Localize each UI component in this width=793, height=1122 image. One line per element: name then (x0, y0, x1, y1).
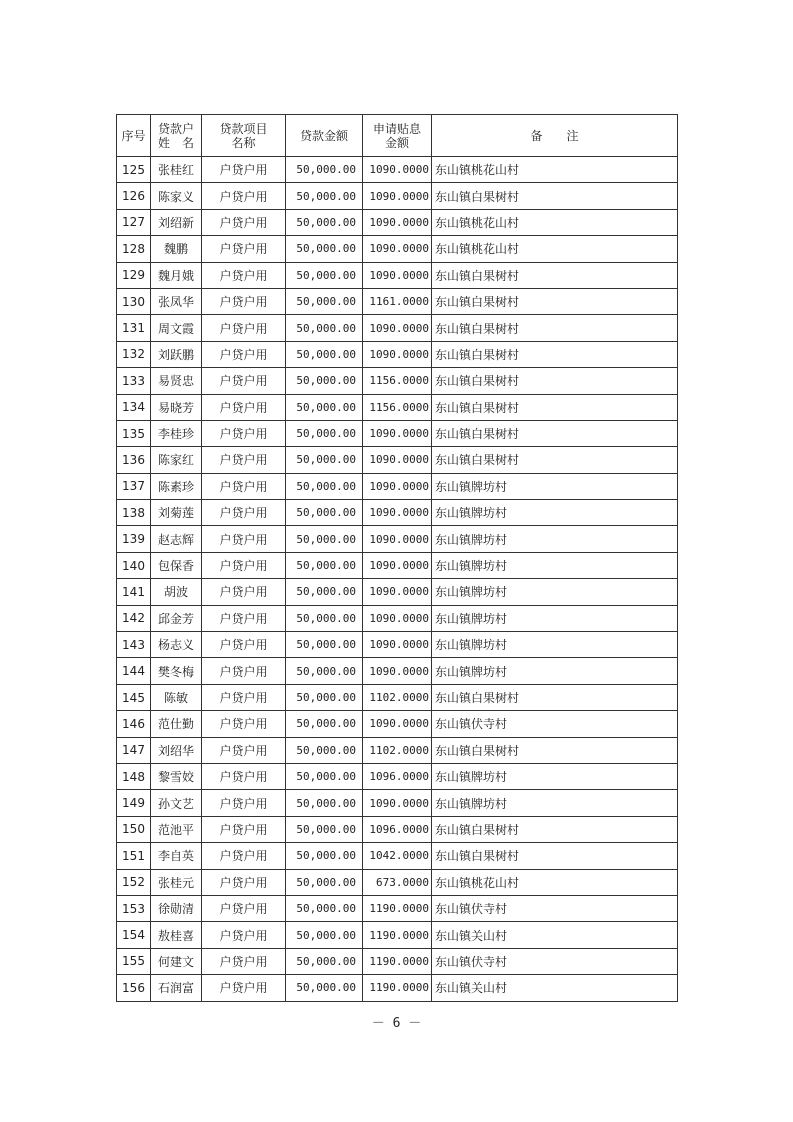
cell-borrower-name: 李自英 (151, 843, 202, 869)
cell-note: 东山镇牌坊村 (432, 763, 678, 789)
table-row (117, 262, 678, 288)
header-amount: 贷款金额 (286, 115, 363, 157)
cell-borrower-name: 赵志辉 (151, 526, 202, 552)
cell-project: 户贷户用 (202, 209, 286, 235)
cell-note: 东山镇桃花山村 (432, 209, 678, 235)
cell-subsidy-amount: 1096.0000 (363, 816, 432, 842)
table-row (117, 368, 678, 394)
cell-no: 149 (117, 790, 151, 816)
cell-borrower-name: 徐勋清 (151, 895, 202, 921)
cell-loan-amount: 50,000.00 (286, 869, 363, 895)
table-row (117, 552, 678, 578)
table-row (117, 526, 678, 552)
cell-project: 户贷户用 (202, 315, 286, 341)
table-row (117, 394, 678, 420)
cell-loan-amount: 50,000.00 (286, 632, 363, 658)
cell-note: 东山镇白果树村 (432, 447, 678, 473)
table-row (117, 288, 678, 314)
cell-subsidy-amount: 1090.0000 (363, 552, 432, 578)
cell-borrower-name: 黎雪姣 (151, 763, 202, 789)
cell-loan-amount: 50,000.00 (286, 658, 363, 684)
cell-note: 东山镇伏寺村 (432, 895, 678, 921)
cell-borrower-name: 张凤华 (151, 288, 202, 314)
table-row (117, 447, 678, 473)
header-borrower (151, 115, 202, 157)
table-row (117, 975, 678, 1001)
cell-note: 东山镇白果树村 (432, 737, 678, 763)
cell-subsidy-amount: 1090.0000 (363, 605, 432, 631)
cell-loan-amount: 50,000.00 (286, 975, 363, 1001)
cell-note: 东山镇白果树村 (432, 816, 678, 842)
table-body (117, 157, 678, 1002)
cell-project: 户贷户用 (202, 658, 286, 684)
cell-no: 147 (117, 737, 151, 763)
cell-borrower-name: 张桂红 (151, 157, 202, 183)
cell-borrower-name: 易晓芳 (151, 394, 202, 420)
cell-no: 151 (117, 843, 151, 869)
cell-borrower-name: 陈敏 (151, 684, 202, 710)
table-row (117, 790, 678, 816)
cell-project: 户贷户用 (202, 684, 286, 710)
cell-loan-amount: 50,000.00 (286, 183, 363, 209)
cell-project: 户贷户用 (202, 500, 286, 526)
cell-note: 东山镇桃花山村 (432, 236, 678, 262)
cell-note: 东山镇白果树村 (432, 262, 678, 288)
header-subsidy-line1: 申请贴息 (372, 121, 421, 136)
cell-note: 东山镇伏寺村 (432, 711, 678, 737)
cell-loan-amount: 50,000.00 (286, 790, 363, 816)
cell-project: 户贷户用 (202, 552, 286, 578)
cell-no: 153 (117, 895, 151, 921)
cell-borrower-name: 陈家义 (151, 183, 202, 209)
cell-loan-amount: 50,000.00 (286, 420, 363, 446)
cell-no: 145 (117, 684, 151, 710)
cell-borrower-name: 刘绍华 (151, 737, 202, 763)
cell-project: 户贷户用 (202, 236, 286, 262)
table-row (117, 236, 678, 262)
cell-project: 户贷户用 (202, 790, 286, 816)
cell-borrower-name: 范池平 (151, 816, 202, 842)
cell-note: 东山镇白果树村 (432, 315, 678, 341)
cell-loan-amount: 50,000.00 (286, 895, 363, 921)
table-row (117, 500, 678, 526)
cell-no: 148 (117, 763, 151, 789)
cell-no: 141 (117, 579, 151, 605)
cell-no: 129 (117, 262, 151, 288)
cell-borrower-name: 李桂珍 (151, 420, 202, 446)
cell-loan-amount: 50,000.00 (286, 737, 363, 763)
cell-note: 东山镇白果树村 (432, 288, 678, 314)
cell-subsidy-amount: 1190.0000 (363, 895, 432, 921)
cell-no: 125 (117, 157, 151, 183)
cell-no: 130 (117, 288, 151, 314)
cell-borrower-name: 何建文 (151, 948, 202, 974)
cell-borrower-name: 胡波 (151, 579, 202, 605)
cell-subsidy-amount: 1090.0000 (363, 420, 432, 446)
cell-note: 东山镇关山村 (432, 975, 678, 1001)
cell-borrower-name: 陈素珍 (151, 473, 202, 499)
cell-note: 东山镇牌坊村 (432, 579, 678, 605)
table-row (117, 843, 678, 869)
cell-project: 户贷户用 (202, 605, 286, 631)
cell-loan-amount: 50,000.00 (286, 262, 363, 288)
cell-borrower-name: 魏月娥 (151, 262, 202, 288)
cell-loan-amount: 50,000.00 (286, 500, 363, 526)
cell-no: 143 (117, 632, 151, 658)
table-row (117, 605, 678, 631)
cell-no: 154 (117, 922, 151, 948)
cell-loan-amount: 50,000.00 (286, 579, 363, 605)
cell-subsidy-amount: 1090.0000 (363, 183, 432, 209)
cell-no: 155 (117, 948, 151, 974)
page-number: － 6 － (371, 1016, 422, 1031)
cell-note: 东山镇白果树村 (432, 684, 678, 710)
table-row (117, 632, 678, 658)
header-project-line2: 名称 (231, 135, 256, 150)
cell-subsidy-amount: 1090.0000 (363, 579, 432, 605)
cell-note: 东山镇白果树村 (432, 843, 678, 869)
cell-project: 户贷户用 (202, 394, 286, 420)
table-row (117, 711, 678, 737)
header-borrower-line1: 贷款户 (157, 121, 194, 136)
cell-no: 144 (117, 658, 151, 684)
cell-note: 东山镇牌坊村 (432, 632, 678, 658)
cell-loan-amount: 50,000.00 (286, 552, 363, 578)
cell-subsidy-amount: 1090.0000 (363, 500, 432, 526)
cell-loan-amount: 50,000.00 (286, 763, 363, 789)
table-row (117, 895, 678, 921)
cell-loan-amount: 50,000.00 (286, 341, 363, 367)
cell-borrower-name: 刘跃鹏 (151, 341, 202, 367)
cell-project: 户贷户用 (202, 447, 286, 473)
cell-note: 东山镇白果树村 (432, 420, 678, 446)
cell-project: 户贷户用 (202, 843, 286, 869)
cell-no: 135 (117, 420, 151, 446)
cell-project: 户贷户用 (202, 183, 286, 209)
cell-project: 户贷户用 (202, 763, 286, 789)
cell-note: 东山镇桃花山村 (432, 869, 678, 895)
table-row (117, 183, 678, 209)
cell-subsidy-amount: 1090.0000 (363, 315, 432, 341)
cell-subsidy-amount: 1102.0000 (363, 684, 432, 710)
cell-project: 户贷户用 (202, 948, 286, 974)
header-subsidy (363, 115, 432, 157)
cell-subsidy-amount: 1090.0000 (363, 236, 432, 262)
cell-project: 户贷户用 (202, 473, 286, 499)
table-row (117, 737, 678, 763)
table-row (117, 922, 678, 948)
cell-no: 152 (117, 869, 151, 895)
cell-project: 户贷户用 (202, 341, 286, 367)
table-row (117, 315, 678, 341)
cell-subsidy-amount: 1090.0000 (363, 711, 432, 737)
cell-loan-amount: 50,000.00 (286, 843, 363, 869)
cell-loan-amount: 50,000.00 (286, 684, 363, 710)
cell-subsidy-amount: 1042.0000 (363, 843, 432, 869)
cell-borrower-name: 刘菊莲 (151, 500, 202, 526)
cell-loan-amount: 50,000.00 (286, 447, 363, 473)
table-row (117, 341, 678, 367)
cell-no: 137 (117, 473, 151, 499)
cell-project: 户贷户用 (202, 869, 286, 895)
cell-subsidy-amount: 1090.0000 (363, 632, 432, 658)
cell-note: 东山镇牌坊村 (432, 552, 678, 578)
cell-subsidy-amount: 1102.0000 (363, 737, 432, 763)
cell-loan-amount: 50,000.00 (286, 288, 363, 314)
cell-borrower-name: 魏鹏 (151, 236, 202, 262)
header-borrower-line2: 姓 名 (157, 135, 194, 150)
cell-borrower-name: 敖桂喜 (151, 922, 202, 948)
cell-no: 136 (117, 447, 151, 473)
cell-no: 142 (117, 605, 151, 631)
cell-loan-amount: 50,000.00 (286, 922, 363, 948)
cell-subsidy-amount: 1090.0000 (363, 157, 432, 183)
cell-loan-amount: 50,000.00 (286, 605, 363, 631)
cell-note: 东山镇牌坊村 (432, 526, 678, 552)
table-row (117, 209, 678, 235)
cell-project: 户贷户用 (202, 895, 286, 921)
cell-subsidy-amount: 673.0000 (363, 869, 432, 895)
cell-loan-amount: 50,000.00 (286, 236, 363, 262)
cell-subsidy-amount: 1161.0000 (363, 288, 432, 314)
cell-project: 户贷户用 (202, 368, 286, 394)
cell-no: 132 (117, 341, 151, 367)
cell-note: 东山镇白果树村 (432, 183, 678, 209)
cell-subsidy-amount: 1190.0000 (363, 975, 432, 1001)
header-project (202, 115, 286, 157)
cell-borrower-name: 易贤忠 (151, 368, 202, 394)
cell-no: 131 (117, 315, 151, 341)
cell-loan-amount: 50,000.00 (286, 394, 363, 420)
cell-loan-amount: 50,000.00 (286, 315, 363, 341)
table-row (117, 816, 678, 842)
cell-no: 139 (117, 526, 151, 552)
cell-note: 东山镇伏寺村 (432, 948, 678, 974)
cell-borrower-name: 杨志义 (151, 632, 202, 658)
cell-subsidy-amount: 1190.0000 (363, 948, 432, 974)
cell-loan-amount: 50,000.00 (286, 711, 363, 737)
cell-subsidy-amount: 1090.0000 (363, 658, 432, 684)
cell-borrower-name: 陈家红 (151, 447, 202, 473)
cell-note: 东山镇关山村 (432, 922, 678, 948)
cell-note: 东山镇牌坊村 (432, 790, 678, 816)
cell-no: 133 (117, 368, 151, 394)
cell-subsidy-amount: 1090.0000 (363, 341, 432, 367)
cell-borrower-name: 邱金芳 (151, 605, 202, 631)
cell-borrower-name: 包保香 (151, 552, 202, 578)
cell-note: 东山镇牌坊村 (432, 658, 678, 684)
cell-subsidy-amount: 1090.0000 (363, 526, 432, 552)
cell-project: 户贷户用 (202, 922, 286, 948)
cell-project: 户贷户用 (202, 526, 286, 552)
table-row (117, 473, 678, 499)
cell-project: 户贷户用 (202, 975, 286, 1001)
cell-note: 东山镇牌坊村 (432, 473, 678, 499)
cell-project: 户贷户用 (202, 157, 286, 183)
table-row (117, 869, 678, 895)
table-header-row (117, 115, 678, 157)
cell-loan-amount: 50,000.00 (286, 368, 363, 394)
cell-borrower-name: 范仕勤 (151, 711, 202, 737)
cell-loan-amount: 50,000.00 (286, 473, 363, 499)
cell-borrower-name: 石润富 (151, 975, 202, 1001)
table-row (117, 579, 678, 605)
cell-no: 156 (117, 975, 151, 1001)
header-project-line1: 贷款项目 (219, 121, 268, 136)
cell-note: 东山镇桃花山村 (432, 157, 678, 183)
cell-subsidy-amount: 1090.0000 (363, 790, 432, 816)
cell-loan-amount: 50,000.00 (286, 948, 363, 974)
cell-no: 150 (117, 816, 151, 842)
header-no: 序号 (117, 115, 151, 157)
cell-loan-amount: 50,000.00 (286, 526, 363, 552)
cell-subsidy-amount: 1156.0000 (363, 394, 432, 420)
table-row (117, 948, 678, 974)
cell-project: 户贷户用 (202, 737, 286, 763)
cell-project: 户贷户用 (202, 632, 286, 658)
cell-borrower-name: 樊冬梅 (151, 658, 202, 684)
cell-project: 户贷户用 (202, 711, 286, 737)
table-row (117, 684, 678, 710)
cell-no: 134 (117, 394, 151, 420)
table-row (117, 763, 678, 789)
cell-borrower-name: 张桂元 (151, 869, 202, 895)
cell-subsidy-amount: 1090.0000 (363, 262, 432, 288)
cell-borrower-name: 刘绍新 (151, 209, 202, 235)
cell-subsidy-amount: 1190.0000 (363, 922, 432, 948)
header-subsidy-line2: 金额 (384, 135, 409, 150)
cell-project: 户贷户用 (202, 262, 286, 288)
cell-note: 东山镇白果树村 (432, 341, 678, 367)
cell-no: 127 (117, 209, 151, 235)
cell-subsidy-amount: 1096.0000 (363, 763, 432, 789)
cell-subsidy-amount: 1090.0000 (363, 473, 432, 499)
cell-note: 东山镇白果树村 (432, 368, 678, 394)
table-row (117, 157, 678, 183)
table-row (117, 658, 678, 684)
cell-no: 126 (117, 183, 151, 209)
cell-no: 146 (117, 711, 151, 737)
cell-no: 138 (117, 500, 151, 526)
table-row (117, 420, 678, 446)
cell-note: 东山镇牌坊村 (432, 605, 678, 631)
cell-subsidy-amount: 1090.0000 (363, 447, 432, 473)
cell-no: 128 (117, 236, 151, 262)
header-note: 备 注 (432, 115, 678, 157)
cell-subsidy-amount: 1090.0000 (363, 209, 432, 235)
cell-borrower-name: 孙文艺 (151, 790, 202, 816)
cell-project: 户贷户用 (202, 288, 286, 314)
cell-project: 户贷户用 (202, 816, 286, 842)
cell-no: 140 (117, 552, 151, 578)
cell-project: 户贷户用 (202, 579, 286, 605)
cell-note: 东山镇白果树村 (432, 394, 678, 420)
cell-loan-amount: 50,000.00 (286, 157, 363, 183)
cell-loan-amount: 50,000.00 (286, 209, 363, 235)
cell-borrower-name: 周文霞 (151, 315, 202, 341)
cell-loan-amount: 50,000.00 (286, 816, 363, 842)
loan-subsidy-table (116, 114, 678, 1002)
cell-project: 户贷户用 (202, 420, 286, 446)
cell-subsidy-amount: 1156.0000 (363, 368, 432, 394)
cell-note: 东山镇牌坊村 (432, 500, 678, 526)
